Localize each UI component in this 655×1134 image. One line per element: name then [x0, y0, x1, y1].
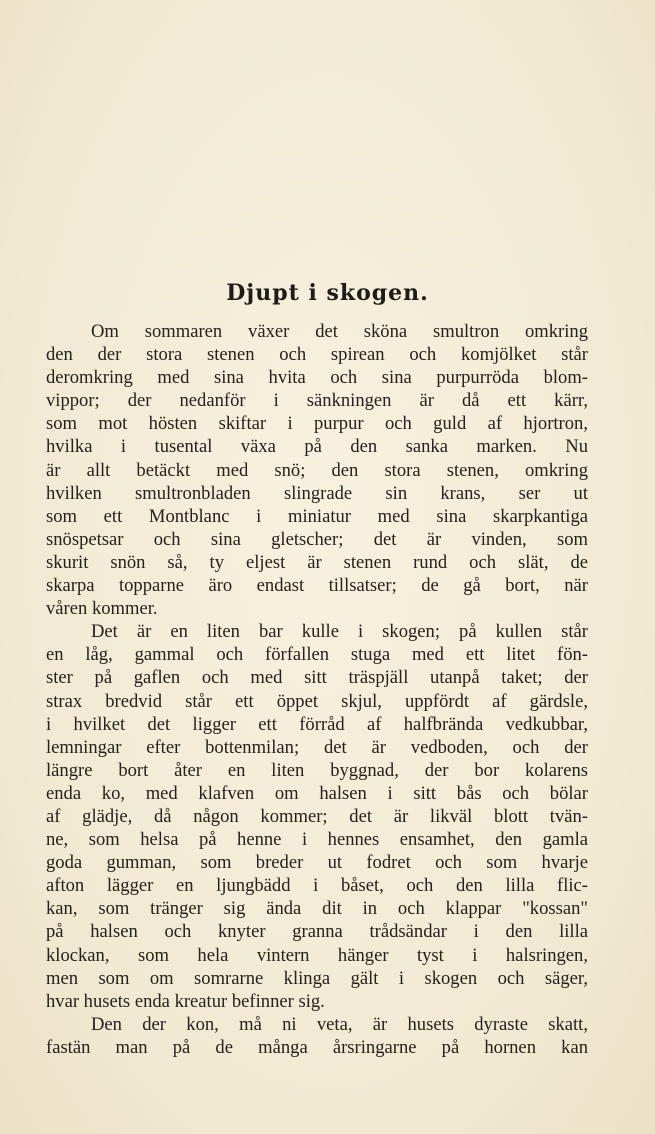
text-line: klockan, som hela vintern hänger tyst i halsringen,	[46, 944, 588, 966]
text-line: ne, som helsa på henne i hennes ensamhet, den gamla	[46, 829, 588, 851]
chapter-title: Djupt i skogen.	[226, 280, 429, 306]
text-line: enda ko, med klafven om halsen i sitt bås och bölar	[46, 782, 588, 804]
text-line: skurit snön så, ty eljest är stenen rund och slät, de	[46, 551, 588, 573]
text-line: kan, som tränger sig ända dit in och klappar "kossan"	[46, 898, 588, 920]
body-text	[46, 320, 588, 1059]
text-line: Den der kon, må ni veta, är husets dyraste skatt,	[91, 1013, 588, 1035]
text-line: våren kommer.	[46, 598, 158, 620]
text-line: längre bort åter en liten byggnad, der bor kolarens	[46, 759, 588, 781]
text-line: en låg, gammal och förfallen stuga med ett litet fön-	[46, 644, 588, 666]
text-line: hvilken smultronbladen slingrade sin krans, ser ut	[46, 482, 588, 504]
text-line: Om sommaren växer det sköna smultron omkring	[91, 321, 588, 342]
text-line: goda gumman, som breder ut fodret och som hvarje	[46, 852, 588, 874]
text-line: deromkring med sina hvita och sina purpurröda blom-	[46, 367, 588, 389]
text-line: Det är en liten bar kulle i skogen; på kullen står	[91, 621, 588, 643]
text-line: som ett Montblanc i miniatur med sina skarpkantiga	[46, 505, 588, 527]
text-line: fastän man på de många årsringarne på hornen kan	[46, 1036, 588, 1058]
text-line: skarpa topparne äro endast tillsatser; de gå bort, när	[46, 575, 588, 597]
text-line: lemningar efter bottenmilan; det är vedboden, och der	[46, 736, 588, 758]
text-line: afton lägger en ljungbädd i båset, och den lilla flic-	[46, 875, 588, 897]
text-line: den der stora stenen och spirean och komjölket står	[46, 344, 588, 366]
text-line: snöspetsar och sina gletscher; det är vinden, som	[46, 528, 588, 550]
text-line: på halsen och knyter granna trådsändar i den lilla	[46, 921, 588, 943]
text-line: ster på gaflen och med sitt träspjäll utanpå taket; der	[46, 667, 588, 689]
text-line: vippor; der nedanför i sänkningen är då ett kärr,	[46, 390, 588, 412]
text-line: som mot hösten skiftar i purpur och guld af hjortron,	[46, 413, 588, 435]
text-line: hvilka i tusental växa på den sanka marken. Nu	[46, 436, 588, 458]
text-line: i hvilket det ligger ett förråd af halfbrända vedkubbar,	[46, 713, 588, 735]
text-line: af glädje, då någon kommer; det är likväl blott tvän-	[46, 805, 588, 827]
text-line: men som om somrarne klinga gält i skogen och säger,	[46, 967, 588, 989]
text-line: strax bredvid står ett öppet skjul, uppfördt af gärdsle,	[46, 690, 588, 712]
text-line: är allt betäckt med snö; den stora stenen, omkring	[46, 459, 588, 481]
text-line: hvar husets enda kreatur befinner sig.	[46, 990, 325, 1012]
